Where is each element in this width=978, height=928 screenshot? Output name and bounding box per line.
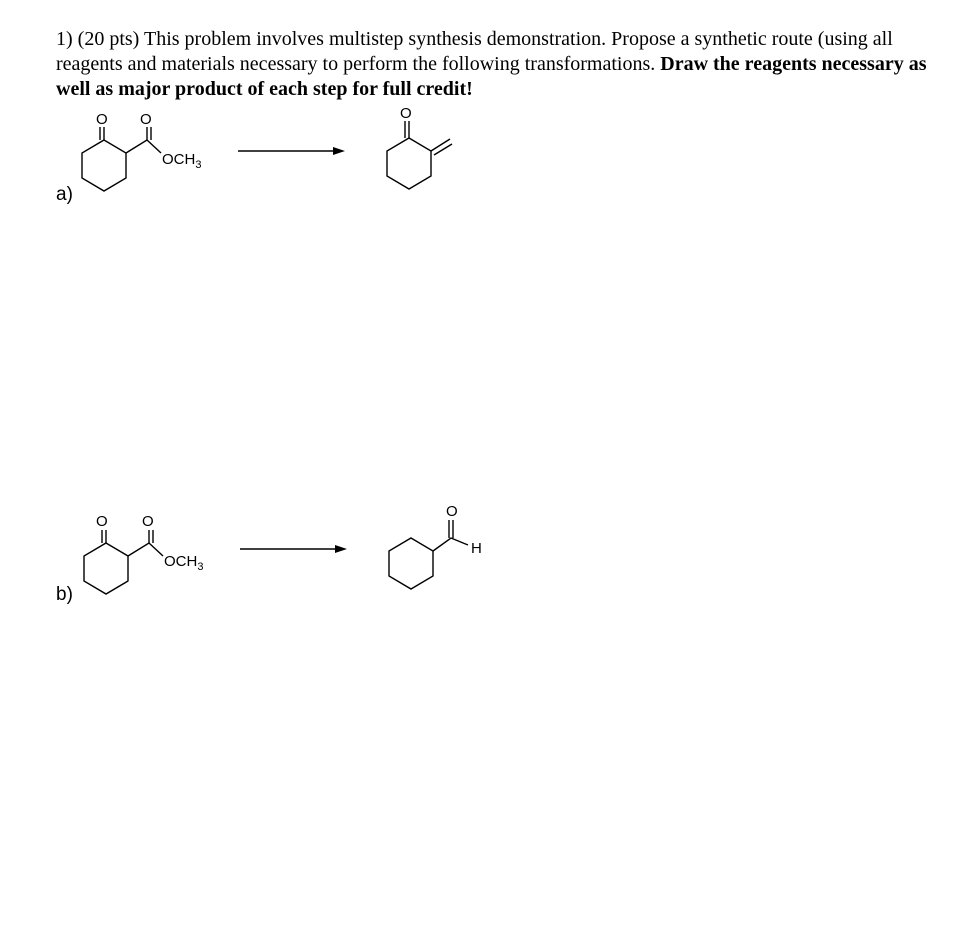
part-b-methoxy-label: $OCH_3$ (164, 553, 204, 573)
part-a-ester-oxygen: O (140, 111, 152, 128)
part-b-ketone-oxygen: O (96, 513, 108, 530)
part-a-methylene-bond (431, 139, 450, 151)
part-a-ester-chain (126, 140, 161, 153)
part-b-product-structure (385, 495, 495, 585)
part-a-reactant-structure (70, 105, 220, 195)
part-a-product-ring (387, 138, 431, 189)
question-bold-instructions: Draw the reagents necessary as well as major product of each step for full credit! (56, 53, 927, 100)
part-b-reactant-ring (84, 543, 128, 594)
part-a-product-structure (375, 100, 465, 190)
part-b-label: b) (56, 584, 73, 605)
part-b-product-ring (389, 538, 433, 589)
part-a-label: a) (56, 184, 73, 205)
question-points: (20 pts) (77, 28, 140, 50)
part-a-methoxy-label: $OCH_3$ (162, 151, 202, 171)
part-b-product-oxygen: O (446, 503, 458, 520)
question-instructions: This problem involves multistep synthesis demonstration. Propose a synthetic route (using all reagents and materials necessary to perform the following transformations. (56, 28, 893, 75)
part-b-aldehyde-hydrogen: H (471, 540, 482, 557)
part-b-reaction-arrow (237, 538, 352, 558)
part-b-aldehyde-chain (433, 538, 468, 551)
part-b-ester-oxygen: O (142, 513, 154, 530)
part-a-reaction-arrow (235, 140, 350, 160)
part-b-ester-chain (128, 543, 163, 556)
part-b-reactant-structure (70, 505, 220, 600)
part-a-ketone-oxygen: O (96, 111, 108, 128)
problem-statement (56, 27, 936, 102)
part-a-reactant-ring (82, 140, 126, 191)
part-a-product-oxygen: O (400, 105, 412, 122)
question-number: 1) (56, 28, 73, 50)
